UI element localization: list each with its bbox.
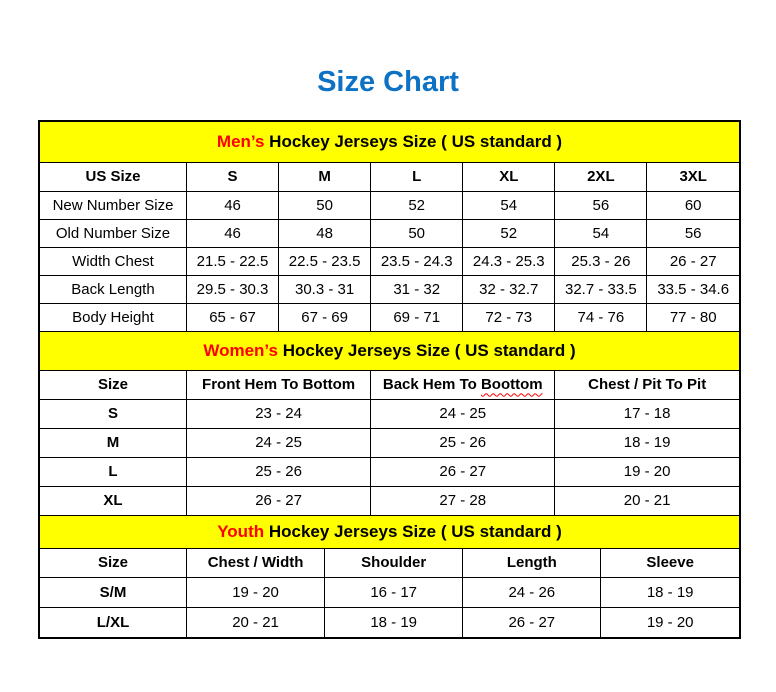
column-header: M xyxy=(279,163,371,191)
column-header: Shoulder xyxy=(325,549,463,577)
table-row xyxy=(40,457,739,486)
mens-band-highlight: Men’s xyxy=(216,132,265,151)
size-value-cell: 24 - 26 xyxy=(463,577,601,607)
table-row xyxy=(40,191,739,219)
size-value-cell: 29.5 - 30.3 xyxy=(187,275,279,303)
row-label: Old Number Size xyxy=(40,219,187,247)
size-value-cell: 32.7 - 33.5 xyxy=(555,275,647,303)
table-row xyxy=(40,486,739,515)
mens-size-table xyxy=(40,163,739,331)
womens-band-rest: Hockey Jerseys Size ( US standard ) xyxy=(277,341,576,360)
size-value-cell: 50 xyxy=(279,191,371,219)
table-row xyxy=(40,399,739,428)
size-value-cell: 19 - 20 xyxy=(601,607,739,637)
size-value-cell: 18 - 19 xyxy=(601,577,739,607)
size-value-cell: 19 - 20 xyxy=(555,457,739,486)
size-value-cell: 69 - 71 xyxy=(371,303,463,331)
womens-band-highlight: Women’s xyxy=(203,341,278,360)
size-value-cell: 32 - 32.7 xyxy=(463,275,555,303)
column-header: Sleeve xyxy=(601,549,739,577)
size-value-cell: 60 xyxy=(647,191,739,219)
size-value-cell: 56 xyxy=(647,219,739,247)
size-value-cell: 23.5 - 24.3 xyxy=(371,247,463,275)
size-value-cell: 30.3 - 31 xyxy=(279,275,371,303)
section-womens xyxy=(40,331,739,515)
size-value-cell: 26 - 27 xyxy=(647,247,739,275)
size-value-cell: 48 xyxy=(279,219,371,247)
column-header: Chest / Pit To Pit xyxy=(555,371,739,399)
misspelled-word: Boottom xyxy=(480,376,543,394)
size-value-cell: 18 - 19 xyxy=(325,607,463,637)
table-row xyxy=(40,247,739,275)
column-header: 3XL xyxy=(647,163,739,191)
row-label: Width Chest xyxy=(40,247,187,275)
womens-size-table xyxy=(40,371,739,515)
size-value-cell: 26 - 27 xyxy=(463,607,601,637)
size-value-cell: 77 - 80 xyxy=(647,303,739,331)
column-header: 2XL xyxy=(555,163,647,191)
size-value-cell: 54 xyxy=(555,219,647,247)
column-header: Chest / Width xyxy=(187,549,325,577)
size-value-cell: 19 - 20 xyxy=(187,577,325,607)
size-value-cell: 46 xyxy=(187,219,279,247)
size-value-cell: 20 - 21 xyxy=(187,607,325,637)
column-header: Length xyxy=(463,549,601,577)
size-value-cell: 24 - 25 xyxy=(371,399,555,428)
size-value-cell: 22.5 - 23.5 xyxy=(279,247,371,275)
womens-band-title xyxy=(40,331,739,371)
table-row xyxy=(40,607,739,637)
row-label: S/M xyxy=(40,577,187,607)
size-value-cell: 54 xyxy=(463,191,555,219)
size-value-cell: 23 - 24 xyxy=(187,399,371,428)
table-row xyxy=(40,577,739,607)
column-header: US Size xyxy=(40,163,187,191)
size-value-cell: 56 xyxy=(555,191,647,219)
row-label: L/XL xyxy=(40,607,187,637)
column-header: S xyxy=(187,163,279,191)
size-value-cell: 25.3 - 26 xyxy=(555,247,647,275)
size-value-cell: 50 xyxy=(371,219,463,247)
size-value-cell: 17 - 18 xyxy=(555,399,739,428)
section-mens xyxy=(40,122,739,331)
size-chart-container xyxy=(38,120,741,639)
size-value-cell: 24.3 - 25.3 xyxy=(463,247,555,275)
size-value-cell: 20 - 21 xyxy=(555,486,739,515)
size-value-cell: 72 - 73 xyxy=(463,303,555,331)
size-value-cell: 16 - 17 xyxy=(325,577,463,607)
size-value-cell: 25 - 26 xyxy=(187,457,371,486)
mens-band-title xyxy=(40,122,739,163)
section-youth xyxy=(40,515,739,637)
size-value-cell: 21.5 - 22.5 xyxy=(187,247,279,275)
header-row xyxy=(40,371,739,399)
size-value-cell: 18 - 19 xyxy=(555,428,739,457)
row-label: New Number Size xyxy=(40,191,187,219)
size-value-cell: 52 xyxy=(371,191,463,219)
size-value-cell: 33.5 - 34.6 xyxy=(647,275,739,303)
column-header: Front Hem To Bottom xyxy=(187,371,371,399)
size-value-cell: 26 - 27 xyxy=(371,457,555,486)
youth-band-title xyxy=(40,515,739,549)
size-value-cell: 27 - 28 xyxy=(371,486,555,515)
page-title: Size Chart xyxy=(317,66,459,98)
youth-band-highlight: Youth xyxy=(217,522,265,541)
row-label: XL xyxy=(40,486,187,515)
column-header: Size xyxy=(40,549,187,577)
row-label: S xyxy=(40,399,187,428)
size-value-cell: 52 xyxy=(463,219,555,247)
table-row xyxy=(40,303,739,331)
youth-band-rest: Hockey Jerseys Size ( US standard ) xyxy=(264,522,562,541)
size-value-cell: 31 - 32 xyxy=(371,275,463,303)
youth-size-table xyxy=(40,549,739,637)
row-label: M xyxy=(40,428,187,457)
size-value-cell: 67 - 69 xyxy=(279,303,371,331)
column-header: Size xyxy=(40,371,187,399)
row-label: L xyxy=(40,457,187,486)
column-header: XL xyxy=(463,163,555,191)
table-row xyxy=(40,275,739,303)
row-label: Body Height xyxy=(40,303,187,331)
size-value-cell: 24 - 25 xyxy=(187,428,371,457)
table-row xyxy=(40,428,739,457)
column-header: L xyxy=(371,163,463,191)
size-value-cell: 25 - 26 xyxy=(371,428,555,457)
column-header: Back Hem To Boottom xyxy=(371,371,555,399)
size-value-cell: 74 - 76 xyxy=(555,303,647,331)
mens-band-rest: Hockey Jerseys Size ( US standard ) xyxy=(264,132,563,151)
size-value-cell: 46 xyxy=(187,191,279,219)
row-label: Back Length xyxy=(40,275,187,303)
table-row xyxy=(40,219,739,247)
header-row xyxy=(40,163,739,191)
size-value-cell: 26 - 27 xyxy=(187,486,371,515)
size-value-cell: 65 - 67 xyxy=(187,303,279,331)
header-row xyxy=(40,549,739,577)
